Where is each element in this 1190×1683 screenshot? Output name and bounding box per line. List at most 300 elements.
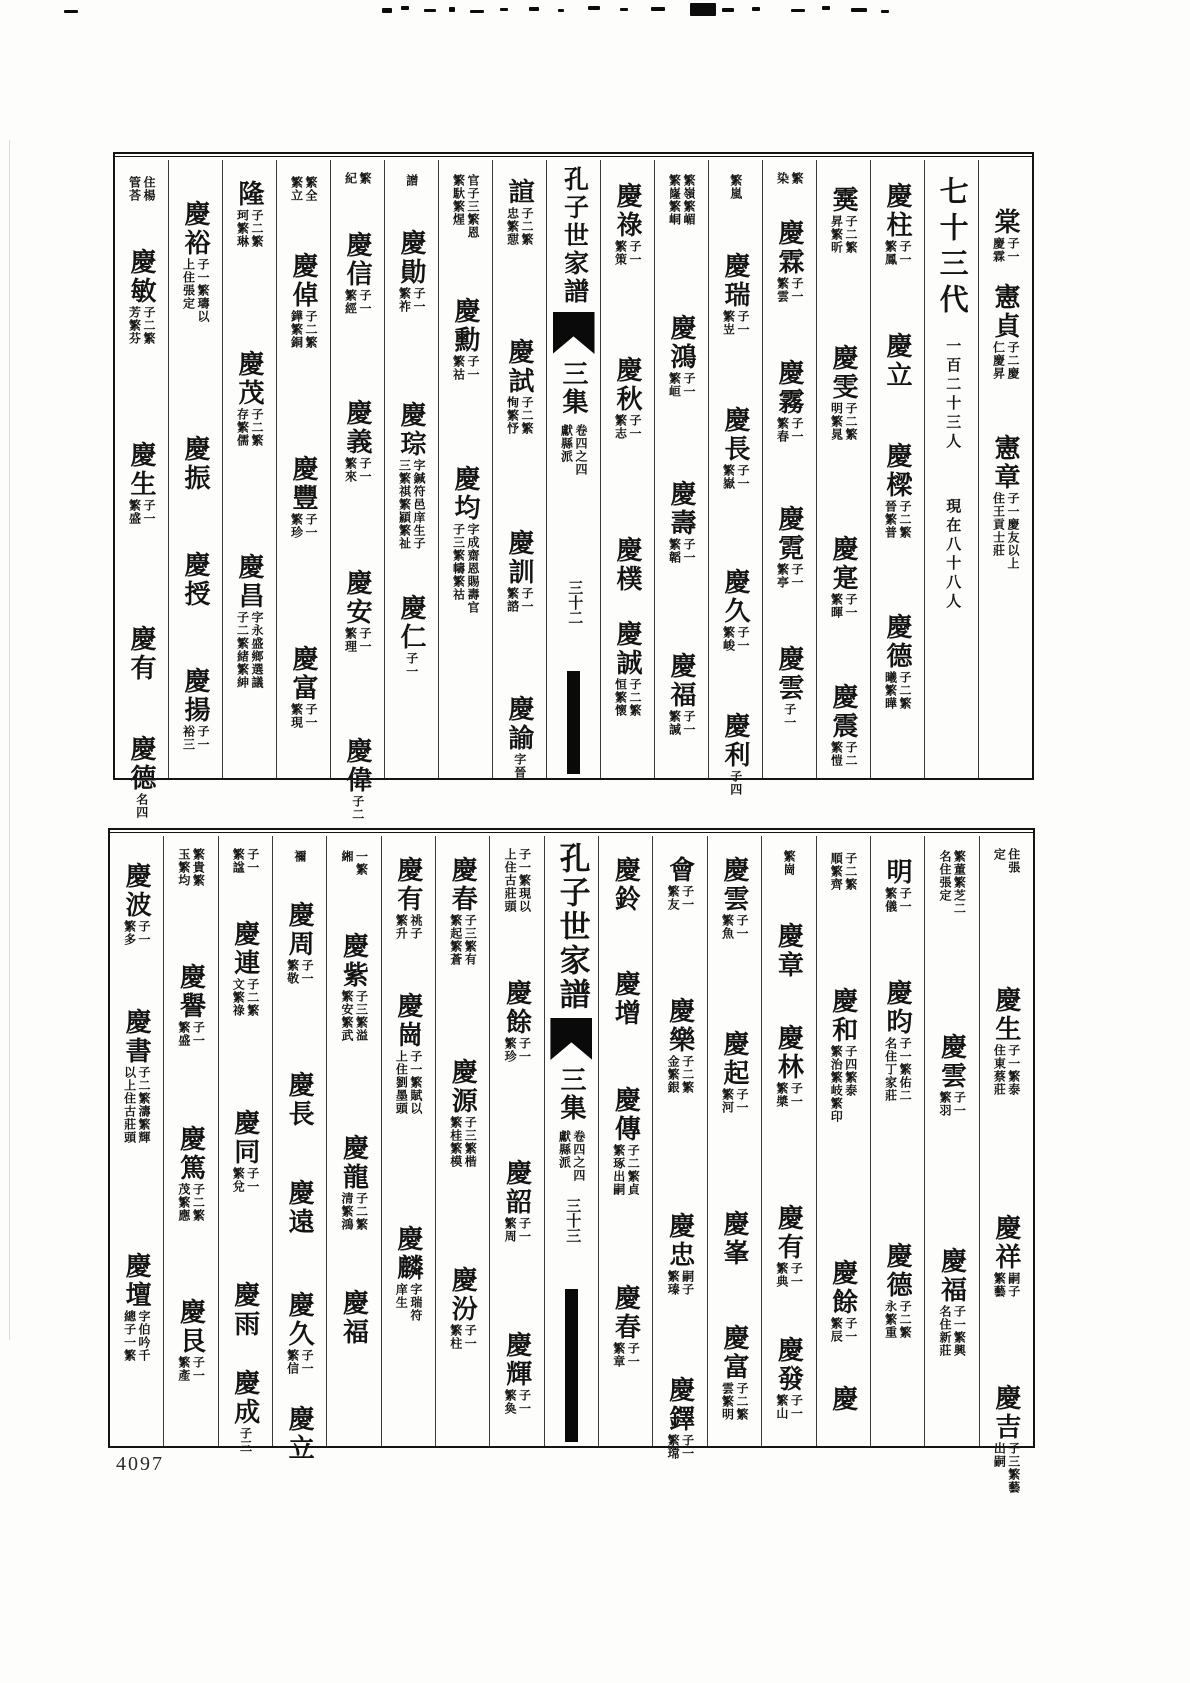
person-entry — [775, 1336, 802, 1420]
person-name: 慶有 — [127, 625, 157, 683]
annotation — [504, 1217, 531, 1243]
annotation — [722, 464, 749, 490]
genealogy-column — [870, 836, 924, 1446]
person-name: 憲章 — [991, 434, 1021, 492]
person-name: 慶誠 — [613, 620, 643, 678]
column-content — [493, 160, 546, 778]
person-entry — [177, 1298, 204, 1382]
annotation-line: 繁柱 — [448, 1324, 463, 1350]
annotation-line: 繁董繁芝二 — [952, 850, 967, 915]
annotation-line: 繁祜 — [451, 355, 466, 381]
annotation-line: 子一 — [1005, 237, 1020, 263]
annotation-line: 子一 — [300, 959, 315, 985]
annotation-line: 子一慶友以上 — [1005, 492, 1020, 570]
annotation — [884, 500, 911, 539]
annotation-line: 名住張定 — [937, 850, 952, 902]
genealogy-column — [707, 836, 761, 1446]
annotation-line: 子二繁 — [843, 215, 858, 254]
person-entry — [992, 208, 1019, 263]
annotation — [992, 341, 1019, 380]
generation-heading: 現在八十八人 — [944, 498, 961, 612]
annotation-line: 子一 — [789, 1262, 804, 1288]
person-name: 慶餘 — [502, 979, 532, 1037]
continuation-note — [504, 848, 531, 913]
annotation — [286, 1349, 313, 1375]
person-entry — [506, 338, 533, 435]
annotation-line: 子一繁現以 — [517, 848, 532, 913]
person-name: 慶壇 — [122, 1252, 152, 1310]
annotation-line: 繁信 — [285, 1349, 300, 1375]
genealogy-column — [492, 160, 546, 778]
person-entry — [884, 442, 911, 539]
person-name: 慶義 — [343, 399, 373, 457]
person-entry — [775, 1024, 802, 1108]
person-entry — [668, 480, 695, 564]
person-entry — [830, 344, 857, 441]
annotation-line: 子一 — [465, 355, 480, 381]
annotation-line: 子三繁藝 — [1006, 1442, 1021, 1494]
person-name: 慶祿 — [613, 182, 643, 240]
annotation-line: 曦繁曄 — [883, 671, 898, 710]
annotation-line: 子二 — [350, 795, 365, 821]
column-content — [925, 836, 978, 1446]
annotation-line: 繁升 — [394, 914, 409, 940]
annotation-line: 繁羽 — [937, 1091, 952, 1117]
annotation-line: 繁經 — [343, 289, 358, 315]
genealogy-column — [222, 160, 276, 778]
person-name: 慶吉 — [991, 1384, 1021, 1442]
person-entry — [667, 1376, 694, 1460]
person-entry — [236, 350, 263, 447]
person-name: 慶立 — [285, 1405, 315, 1463]
column-content — [439, 160, 492, 778]
annotation-line: 明繁晁 — [829, 402, 844, 441]
annotation-line: 繁雲 — [775, 277, 790, 303]
annotation-line: 子二繁 — [245, 978, 260, 1017]
person-entry — [449, 1058, 476, 1168]
person-name: 慶久 — [721, 568, 751, 626]
genealogy-column — [816, 160, 870, 778]
annotation-line: 繁理 — [343, 627, 358, 653]
annotation-line: 子一 — [517, 1389, 532, 1415]
person-entry — [395, 856, 422, 940]
annotation — [344, 289, 371, 315]
annotation — [830, 402, 857, 441]
annotation — [398, 459, 425, 550]
annotation-line: 總子一繁 — [122, 1310, 137, 1362]
annotation-line: 繁多 — [122, 920, 137, 946]
annotation-line: 繁志 — [613, 414, 628, 440]
annotation — [128, 499, 155, 525]
person-entry — [830, 535, 857, 619]
person-entry — [344, 231, 371, 315]
annotation-line: 子二繁 — [519, 396, 534, 435]
annotation-line: 子二繁 — [519, 207, 534, 246]
annotation — [286, 959, 313, 985]
person-name: 霙 — [829, 186, 859, 215]
person-name: 慶樑 — [883, 442, 913, 500]
person-entry — [992, 283, 1019, 380]
person-name: 隆 — [235, 180, 265, 209]
person-entry — [340, 1289, 367, 1347]
annotation-line: 子一 — [782, 703, 797, 729]
annotation — [992, 237, 1019, 263]
person-name: 慶同 — [230, 1109, 260, 1167]
person-name: 慶 — [828, 1385, 858, 1414]
continuation-note — [783, 850, 795, 876]
annotation-line: 繁珍 — [503, 1037, 518, 1063]
annotation-line: 繁韜 — [667, 538, 682, 564]
column-content — [436, 836, 489, 1446]
person-entry — [830, 1385, 857, 1414]
annotation — [182, 725, 209, 751]
person-entry — [775, 922, 802, 980]
annotation — [783, 703, 795, 729]
person-name: 慶霓 — [775, 505, 805, 563]
annotation-line: 卷四之四 — [571, 1130, 586, 1182]
column-content — [653, 836, 706, 1460]
annotation-line: 繁暉 — [829, 593, 844, 619]
annotation-line: 子一繁佑二 — [898, 1037, 913, 1102]
person-name: 慶昀 — [883, 979, 913, 1037]
column-content — [601, 160, 654, 778]
annotation-line: 子二繁 — [843, 402, 858, 441]
annotation — [668, 710, 695, 736]
person-name: 慶均 — [451, 465, 481, 523]
column-content — [708, 836, 761, 1446]
annotation — [830, 1317, 857, 1343]
person-entry — [614, 620, 641, 717]
annotation-line: 雲繁明 — [720, 1382, 735, 1421]
person-entry — [614, 536, 641, 594]
annotation-line: 子一 — [789, 417, 804, 443]
annotation-line: 繁春 — [775, 417, 790, 443]
person-entry — [236, 180, 263, 248]
person-entry — [286, 1179, 313, 1237]
annotation-line: 繁友 — [666, 885, 681, 911]
annotation-line: 子一 — [245, 848, 260, 874]
annotation-line: 忠繁憇 — [505, 207, 520, 246]
person-name: 慶福 — [339, 1289, 369, 1347]
continuation-note — [776, 172, 803, 185]
annotation-line: 子一 — [137, 920, 152, 946]
annotation-line: 繁辰 — [829, 1317, 844, 1343]
person-name: 慶長 — [285, 1071, 315, 1129]
annotation-line: 子一 — [735, 626, 750, 652]
person-name: 慶鐸 — [665, 1376, 695, 1434]
annotation — [884, 240, 911, 266]
annotation-line: 子四繁泰 — [843, 1045, 858, 1097]
annotation-line: 嗣子 — [680, 1270, 695, 1296]
annotation-line: 順繁齊 — [829, 852, 844, 891]
column-content — [273, 836, 326, 1463]
person-entry — [667, 856, 694, 911]
person-entry — [452, 465, 479, 614]
annotation-line: 子二繁 — [734, 1382, 749, 1421]
annotation-line: 子一 — [357, 457, 372, 483]
annotation — [612, 1144, 639, 1196]
person-entry — [182, 551, 209, 609]
annotation — [775, 1394, 802, 1420]
person-name: 慶勳 — [451, 297, 481, 355]
person-entry — [721, 1210, 748, 1268]
genealogy-column — [163, 836, 217, 1446]
annotation-line: 繁瑺 — [666, 1434, 681, 1460]
continuation-note — [938, 850, 965, 915]
person-entry — [830, 987, 857, 1123]
annotation-line: 字晉 — [512, 753, 527, 779]
annotation-line: 子一 — [680, 885, 695, 911]
annotation-line: 獻縣派 — [559, 424, 574, 463]
annotation-line: 子三繁楷 — [463, 1116, 478, 1168]
person-name: 慶樂 — [665, 997, 695, 1055]
person-entry — [123, 862, 150, 946]
person-name: 慶琮 — [397, 401, 427, 459]
column-content — [490, 836, 543, 1446]
annotation-line: 繁 — [789, 172, 804, 185]
person-entry — [722, 568, 749, 652]
annotation — [830, 593, 857, 619]
person-name: 慶龍 — [339, 1134, 369, 1192]
person-entry — [722, 712, 749, 796]
column-content — [817, 160, 870, 778]
annotation-line: 繁周 — [503, 1217, 518, 1243]
annotation-line: 繁崗 — [782, 850, 797, 876]
annotation-line: 子二繁 — [680, 1055, 695, 1094]
annotation-line: 繁愷 — [829, 741, 844, 767]
annotation — [668, 372, 695, 398]
genealogy-column — [330, 160, 384, 821]
annotation — [612, 1342, 639, 1368]
person-entry — [398, 594, 425, 678]
person-entry — [398, 229, 425, 313]
genealogy-column — [870, 160, 924, 778]
person-name: 慶鈴 — [611, 856, 641, 914]
annotation-line: 繁峘 — [667, 372, 682, 398]
annotation-line: 住楊 — [141, 176, 156, 202]
annotation — [452, 355, 479, 381]
person-entry — [395, 1225, 422, 1322]
genealogy-column — [978, 160, 1032, 778]
person-name: 慶德 — [883, 1242, 913, 1300]
annotation-line: 晉繁普 — [883, 500, 898, 539]
genealogy-column — [276, 160, 330, 778]
person-name: 慶有 — [774, 1204, 804, 1262]
person-name: 慶傳 — [611, 1086, 641, 1144]
annotation-line: 子二繁 — [303, 310, 318, 349]
annotation-line: 子一 — [680, 1434, 695, 1460]
person-name: 慶增 — [611, 970, 641, 1028]
genealogy-column — [761, 836, 815, 1446]
annotation — [177, 1183, 204, 1222]
person-entry — [182, 435, 209, 493]
column-content — [164, 836, 217, 1446]
annotation-line: 子二繁 — [898, 1300, 913, 1339]
person-name: 慶諭 — [505, 695, 535, 753]
annotation — [232, 978, 259, 1017]
annotation-line: 珂繁琳 — [235, 209, 250, 248]
genealogy-column — [168, 160, 222, 778]
person-name: 慶霖 — [775, 219, 805, 277]
annotation — [513, 753, 525, 779]
genealogy-column — [816, 836, 870, 1446]
person-entry — [449, 856, 476, 966]
annotation-line: 繁琢出嗣 — [611, 1144, 626, 1196]
center-fold-column — [546, 160, 600, 778]
annotation-line: 子三 — [238, 1427, 253, 1453]
annotation — [993, 1442, 1020, 1494]
person-entry — [993, 1214, 1020, 1298]
annotation — [135, 793, 147, 819]
annotation-line: 嗣子 — [1006, 1272, 1021, 1298]
person-entry — [614, 182, 641, 266]
person-entry — [722, 406, 749, 490]
annotation-line: 繁奐 — [503, 1389, 518, 1415]
person-entry — [340, 1134, 367, 1231]
genealogy-column — [384, 160, 438, 778]
column-content — [817, 836, 870, 1446]
annotation-line: 子一 — [517, 1217, 532, 1243]
person-name: 慶艮 — [176, 1298, 206, 1356]
genealogy-column — [438, 160, 492, 778]
annotation-line: 子二繁緒繁紳 — [235, 611, 250, 689]
person-entry — [830, 683, 857, 767]
person-name: 慶秋 — [613, 356, 643, 414]
person-entry — [612, 970, 639, 1028]
person-name: 慶長 — [721, 406, 751, 464]
person-entry — [177, 963, 204, 1047]
annotation-line: 繁珍 — [289, 513, 304, 539]
column-grid — [115, 160, 1032, 821]
annotation-line: 住東蔡莊 — [992, 1044, 1007, 1096]
person-entry — [721, 856, 748, 940]
annotation-line: 子二繁 — [897, 671, 912, 710]
annotation-line: 子一 — [303, 513, 318, 539]
person-entry — [992, 434, 1019, 570]
continuation-note — [341, 850, 368, 876]
center-fold-bar — [567, 671, 580, 774]
person-entry — [123, 1008, 150, 1144]
person-name: 慶敏 — [127, 248, 157, 306]
person-entry — [182, 667, 209, 751]
genealogy-column — [924, 160, 978, 778]
column-content — [709, 160, 762, 796]
column-content — [169, 160, 222, 778]
person-name: 慶德 — [883, 613, 913, 671]
column-content — [277, 160, 330, 778]
annotation-line: 子四 — [728, 770, 743, 796]
annotation — [506, 587, 533, 613]
annotation — [452, 523, 479, 614]
annotation-line: 子一 — [411, 287, 426, 313]
person-entry — [398, 401, 425, 550]
continuation-note — [668, 174, 695, 226]
annotation — [236, 408, 263, 447]
column-content — [219, 836, 272, 1453]
person-name: 慶生 — [127, 441, 157, 499]
annotation — [449, 1116, 476, 1168]
annotation-line: 譄 — [404, 174, 419, 187]
annotation — [405, 652, 417, 678]
annotation — [667, 1434, 694, 1460]
annotation-line: 繁儀 — [883, 887, 898, 913]
person-entry — [667, 1212, 694, 1296]
person-entry — [884, 1242, 911, 1339]
person-entry — [344, 399, 371, 483]
annotation — [775, 1082, 802, 1108]
annotation-line: 上住古莊頭 — [503, 848, 518, 913]
annotation-line: 子一 — [141, 499, 156, 525]
column-content — [382, 836, 435, 1446]
person-entry — [612, 1086, 639, 1196]
person-name: 慶譽 — [176, 963, 206, 1021]
annotation — [341, 1192, 368, 1231]
person-entry — [128, 248, 155, 345]
person-name: 慶瑞 — [721, 252, 751, 310]
annotation — [395, 1050, 422, 1115]
person-entry — [395, 992, 422, 1115]
annotation-line: 繁兌 — [231, 1167, 246, 1193]
annotation-line: 子三繁溢 — [354, 990, 369, 1042]
person-entry — [776, 645, 803, 729]
person-name: 慶連 — [230, 920, 260, 978]
annotation-line: 庠生 — [394, 1283, 409, 1309]
person-entry — [128, 441, 155, 525]
annotation — [993, 1272, 1020, 1298]
continuation-note — [830, 852, 857, 891]
annotation-line: 名住新莊 — [937, 1305, 952, 1357]
annotation-line: 子一 — [843, 593, 858, 619]
annotation-line: 子二繁 — [141, 306, 156, 345]
person-name: 慶輝 — [502, 1331, 532, 1389]
annotation-line: 字伯吟千 — [137, 1310, 152, 1362]
person-name: 慶勛 — [397, 229, 427, 287]
annotation-line: 子一 — [357, 289, 372, 315]
annotation-line: 清繁鴻 — [340, 1192, 354, 1231]
annotation-line: 子一 — [789, 277, 804, 303]
person-name: 慶雲 — [775, 645, 805, 703]
person-entry — [123, 1252, 150, 1362]
genealogy-column — [489, 836, 543, 1446]
person-entry — [884, 858, 911, 913]
annotation-line: 紀 — [343, 172, 358, 185]
person-name: 慶書 — [122, 1008, 152, 1066]
person-name: 慶成 — [230, 1369, 260, 1427]
annotation-line: 卷四之四 — [573, 424, 588, 476]
person-entry — [776, 359, 803, 443]
annotation — [830, 215, 857, 254]
person-name: 憲貞 — [991, 283, 1021, 341]
annotation-line: 以上住古莊頭 — [122, 1066, 137, 1144]
annotation — [884, 1300, 911, 1339]
annotation — [722, 310, 749, 336]
person-entry — [721, 1030, 748, 1114]
annotation-line: 繁祚 — [397, 287, 412, 313]
annotation — [290, 310, 317, 349]
continuation-note — [128, 176, 155, 202]
person-name: 慶壽 — [667, 480, 697, 538]
annotation-line: 繁 — [357, 172, 372, 185]
genealogy-column — [979, 836, 1033, 1494]
continuation-note — [993, 848, 1020, 874]
column-content — [762, 836, 815, 1446]
annotation-line: 繁嶽 — [721, 464, 736, 490]
person-name: 慶韶 — [502, 1159, 532, 1217]
annotation-line: 住王貢士莊 — [991, 492, 1006, 557]
person-entry — [449, 1266, 476, 1350]
annotation-line: 子一繁泰 — [1006, 1044, 1021, 1096]
annotation-line: 子一 — [191, 1021, 206, 1047]
